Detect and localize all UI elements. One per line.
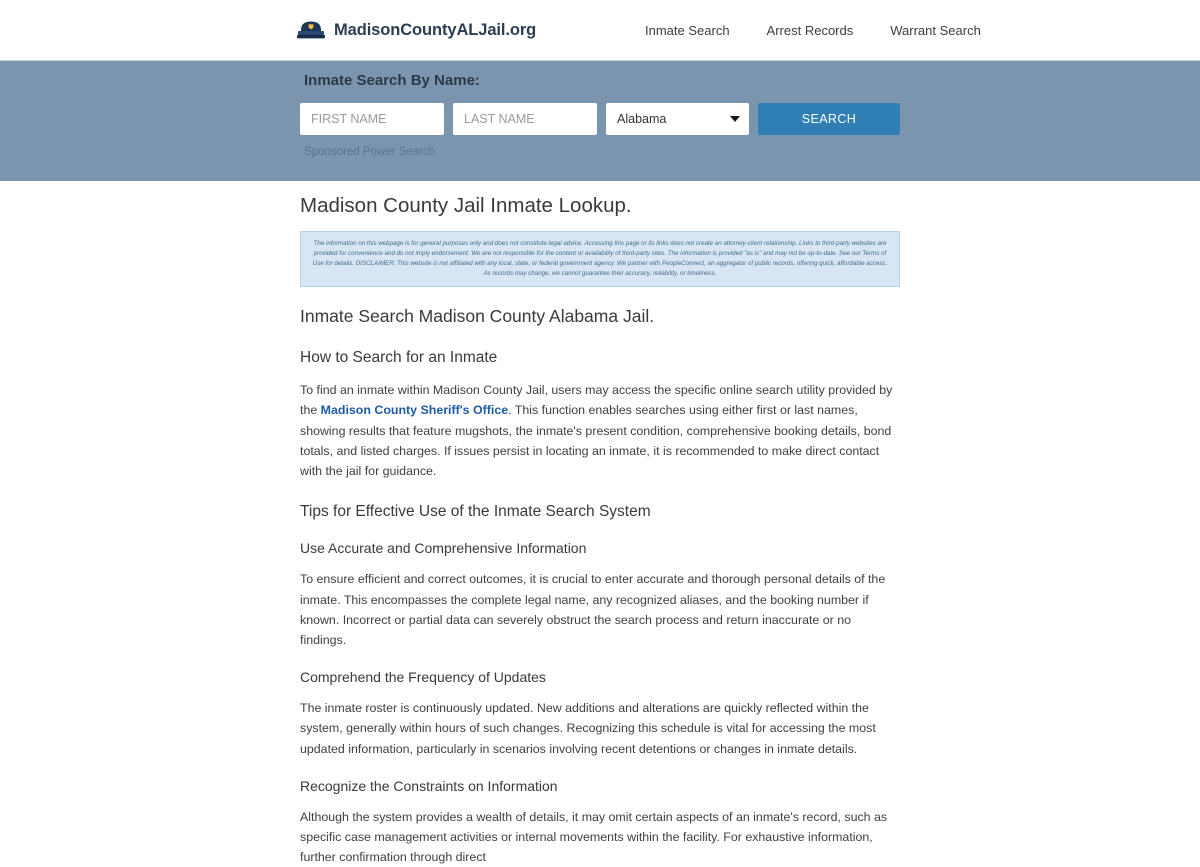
- paragraph-accurate-info: To ensure efficient and correct outcomes, it is crucial to enter accurate and thorough personal details of the inmate. This encompasses the complete legal name, any recognized aliases, and the booking number if known. Incorrect or partial data can severely obstruct the search process and return inaccurate or no findings.: [300, 572, 886, 647]
- section-heading-frequency-updates: Comprehend the Frequency of Updates: [300, 669, 546, 686]
- inmate-search-band: [0, 61, 1200, 181]
- disclaimer-box: The information on this webpage is for general purposes only and does not constitute legal advice. Accessing this page or its links does not create an attorney-client relationship. Links to third-party websites are provided for convenience and do not imply endorsement. We are not responsible for the content or availability of third-party sites. The information is provided "as is" and may not be up-to-date. See our Terms of Use for details. DISCLAIMER: This website is not affiliated with any local, state, or federal government agency. We partner with PeopleConnect, an aggregator of public records, offering quick, affordable access. As records may change, we cannot guarantee their accuracy, reliability, or timeliness.: [300, 231, 900, 287]
- state-select[interactable]: [606, 103, 749, 135]
- nav-item-warrant-search[interactable]: Warrant Search: [890, 22, 981, 38]
- paragraph-how-to-search: [300, 380, 900, 481]
- section-heading-tips: Tips for Effective Use of the Inmate Search System: [300, 503, 651, 521]
- site-logo-link[interactable]: [296, 19, 536, 41]
- paragraph-text-part2: . This function enables searches using either first or last names, showing results that feature mugshots, the inmate's present condition, comprehensive booking details, bond totals, and listed charges. If issues persist in locating an inmate, it is recommended to make direct contact with the jail for guidance.: [300, 403, 892, 479]
- main-nav: [645, 23, 981, 38]
- section-heading-accurate-info: Use Accurate and Comprehensive Information: [300, 540, 587, 557]
- site-header: [0, 0, 1200, 61]
- brand-name: MadisonCountyALJail.org: [334, 20, 537, 39]
- page-title: Madison County Jail Inmate Lookup.: [300, 194, 632, 217]
- sponsored-power-search-link[interactable]: Sponsored Power Search.: [304, 146, 439, 158]
- sheriff-office-link[interactable]: Madison County Sheriff's Office: [320, 403, 509, 418]
- section-heading-constraints: Recognize the Constraints on Information: [300, 777, 558, 794]
- section-heading-how-to-search: How to Search for an Inmate: [300, 349, 498, 367]
- article-content: [300, 181, 900, 867]
- paragraph-frequency-updates: The inmate roster is continuously updated. New additions and alterations are quickly reflected within the system, generally within hours of such changes. Recognizing this schedule is vital for accessing the most updated information, particularly in scenarios involving recent detentions or changes in inmate details.: [300, 701, 876, 756]
- nav-item-arrest-records[interactable]: Arrest Records: [766, 22, 854, 38]
- first-name-input[interactable]: [300, 103, 444, 135]
- last-name-input[interactable]: [453, 103, 597, 135]
- section-heading-inmate-search: Inmate Search Madison County Alabama Jail.: [300, 306, 655, 327]
- paragraph-constraints: Although the system provides a wealth of details, it may omit certain aspects of an inmate's record, such as specific case management activities or internal movements within the facility. For exhaustive information, further confirmation through direct: [300, 809, 888, 865]
- paragraph-text-part1: To find an inmate within Madison County Jail, users may access the specific online search utility provided by the: [300, 383, 893, 418]
- state-select-wrapper: [606, 103, 749, 135]
- nav-item-inmate-search[interactable]: Inmate Search: [645, 22, 730, 38]
- police-cap-icon: [296, 19, 326, 41]
- search-button[interactable]: SEARCH: [758, 103, 900, 135]
- inmate-search-form: [300, 103, 900, 135]
- search-band-title: Inmate Search By Name:: [304, 72, 480, 89]
